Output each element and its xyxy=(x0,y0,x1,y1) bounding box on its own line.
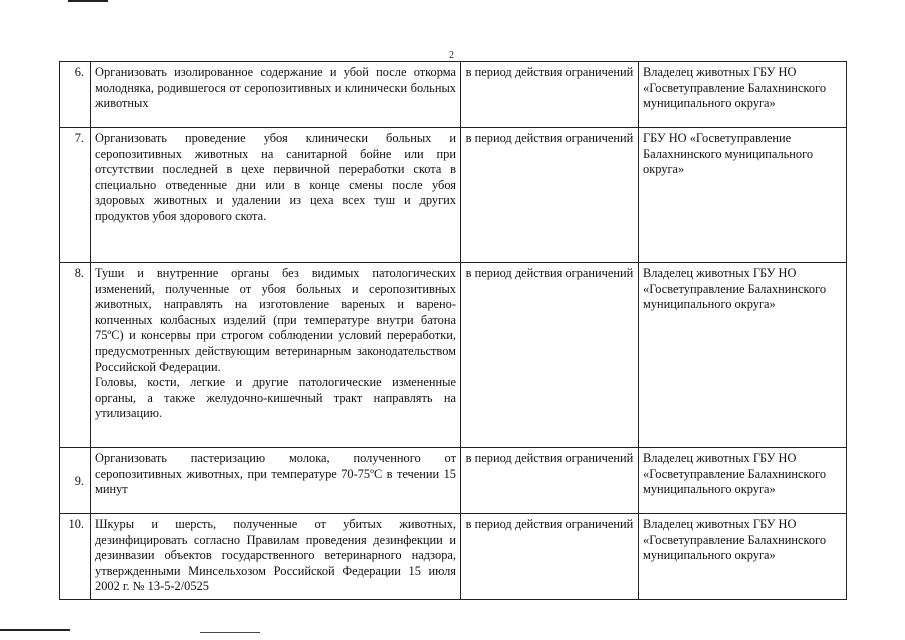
row-number: 9. xyxy=(60,448,91,514)
responsible-cell: ГБУ НО «Госветуправление Балахнинского муниципального округа» xyxy=(639,128,847,263)
measure-text xyxy=(91,514,461,600)
responsible-cell: Владелец животных ГБУ НО «Госветуправление Балахнинского муниципального округа» xyxy=(639,448,847,514)
table-row xyxy=(60,448,847,514)
row-number: 6. xyxy=(60,62,91,128)
period-cell: в период действия ограничений xyxy=(461,62,639,128)
table-row xyxy=(60,128,847,263)
scan-mark xyxy=(200,632,260,633)
period-cell: в период действия ограничений xyxy=(461,128,639,263)
measure-text xyxy=(91,128,461,263)
responsible-cell: Владелец животных ГБУ НО «Госветуправление Балахнинского муниципального округа» xyxy=(639,62,847,128)
period-cell: в период действия ограничений xyxy=(461,263,639,448)
row-number: 8. xyxy=(60,263,91,448)
page-number: 2 xyxy=(449,50,454,61)
row-number: 10. xyxy=(60,514,91,600)
responsible-cell: Владелец животных ГБУ НО «Госветуправление Балахнинского муниципального округа» xyxy=(639,263,847,448)
measure-paragraph: Организовать проведение убоя клинически больных и серопозитивных животных на санитарной бойне или при отсутствии последней в цехе первичной переработки скота в специально отведенные дни или в конце смены после убоя здоровых животных и удалении из цеха всех туш и других продуктов убоя здорового скота. xyxy=(95,131,456,223)
measure-text xyxy=(91,62,461,128)
period-cell: в период действия ограничений xyxy=(461,514,639,600)
measure-paragraph: Организовать пастеризацию молока, полученного от серопозитивных животных, при температуре 70-75ºС в течении 15 минут xyxy=(95,451,456,497)
table-row xyxy=(60,514,847,600)
measure-paragraph: Шкуры и шерсть, полученные от убитых животных, дезинфицировать согласно Правилам проведения дезинфекции и дезинвазии объектов государственного ветеринарного надзора, утвержденными Минсельхозом Российской Федерации 15 июля 2002 г. № 13-5-2/0525 xyxy=(95,517,456,594)
measure-paragraph: Головы, кости, легкие и другие патологические измененные органы, а также желудочно-кишечный тракт направлять на утилизацию. xyxy=(95,375,456,421)
measure-paragraph: Организовать изолированное содержание и убой после откорма молодняка, родившегося от серопозитивных и клинически больных животных xyxy=(95,65,456,111)
row-number: 7. xyxy=(60,128,91,263)
responsible-cell: Владелец животных ГБУ НО «Госветуправление Балахнинского муниципального округа» xyxy=(639,514,847,600)
measure-text xyxy=(91,263,461,448)
measure-paragraph: Туши и внутренние органы без видимых патологических изменений, полученные от убоя больных и серопозитивных животных, направлять на изготовление вареных и варено-копченных колбасных изделий (при температуре внутри батона 75ºС) и консервы при строгом соблюдении условий переработки, предусмотренных действующим ветеринарным законодательством Российской Федерации. xyxy=(95,266,456,374)
measures-table xyxy=(59,61,847,600)
scan-mark xyxy=(68,0,108,2)
period-cell: в период действия ограничений xyxy=(461,448,639,514)
table-row xyxy=(60,263,847,448)
table-row xyxy=(60,62,847,128)
measure-text xyxy=(91,448,461,514)
scan-mark xyxy=(0,629,70,631)
